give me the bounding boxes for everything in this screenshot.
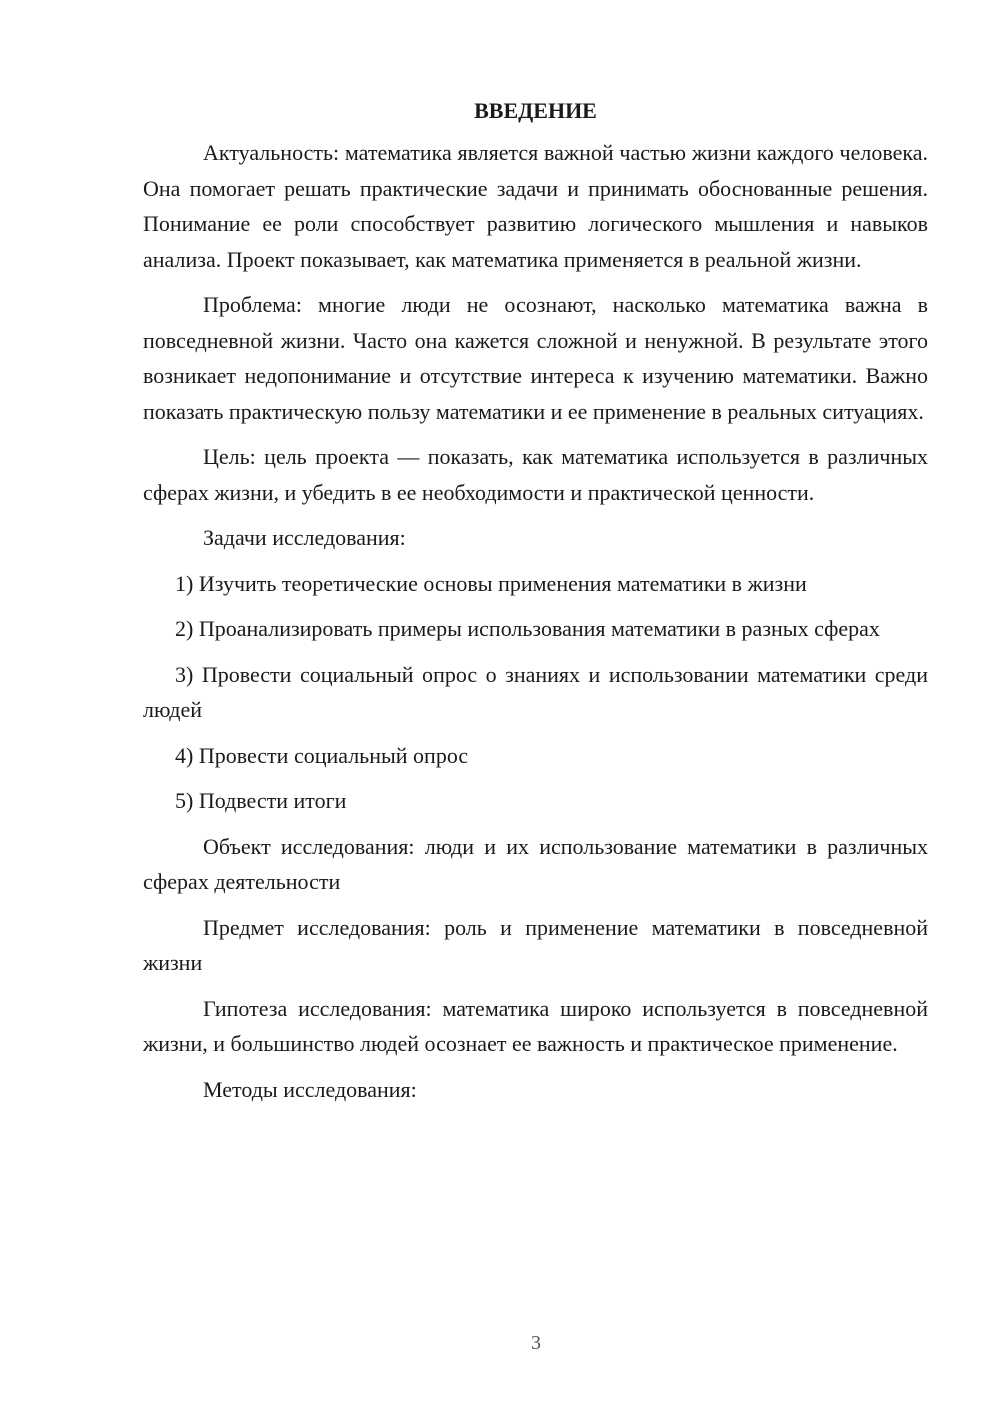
task-item-1: 1) Изучить теоретические основы применения математики в жизни <box>175 570 807 596</box>
task-item-2: 2) Проанализировать примеры использования математики в разных сферах <box>175 616 880 641</box>
problem-paragraph: Проблема: многие люди не осознают, насколько математика важна в повседневной жизни. Часто она кажется сложной и ненужной. В результате этого возникает недопонимание и отсутствие интереса к изучению математики. Важно показать практическую пользу математики и ее применение в реальных ситуациях. <box>143 292 928 424</box>
relevance-paragraph: Актуальность: математика является важной частью жизни каждого человека. Она помогает решать практические задачи и принимать обоснованные решения. Понимание ее роли способствует развитию логического мышления и навыков анализа. Проект показывает, как математика применяется в реальной жизни. <box>143 140 928 272</box>
subject-paragraph: Предмет исследования: роль и применение математики в повседневной жизни <box>143 914 928 975</box>
task-item-4: 4) Провести социальный опрос <box>175 742 469 768</box>
page-number: 3 <box>531 1332 541 1354</box>
tasks-heading: Задачи исследования: <box>203 525 406 550</box>
task-item-3: 3) Провести социальный опрос о знаниях и использовании математики среди людей <box>143 661 928 722</box>
hypothesis-paragraph: Гипотеза исследования: математика широко используется в повседневной жизни, и большинство людей осознает ее важность и практическое применение. <box>143 995 928 1056</box>
goal-paragraph: Цель: цель проекта — показать, как математика используется в различных сферах жизни, и убедить в ее необходимости и практической ценности. <box>143 444 928 505</box>
object-paragraph: Объект исследования: люди и их использование математики в различных сферах деятельности <box>143 833 928 894</box>
document-page <box>143 95 928 1107</box>
task-item-5: 5) Подвести итоги <box>175 788 347 813</box>
methods-heading: Методы исследования: <box>203 1076 417 1102</box>
section-title: ВВЕДЕНИЕ <box>474 98 597 123</box>
